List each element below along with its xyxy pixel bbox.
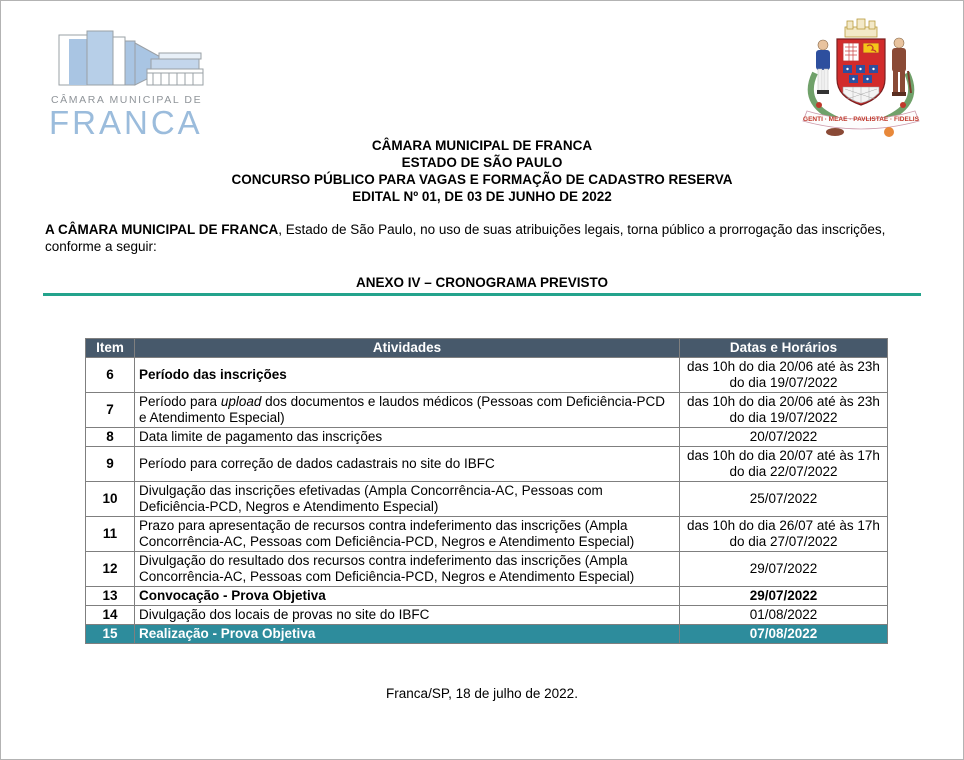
table-row [86,606,888,625]
activity-cell [135,587,680,606]
intro-bold-text: A CÂMARA MUNICIPAL DE FRANCA [45,222,279,237]
date-cell: 20/07/2022 [680,428,888,447]
table-row [86,482,888,517]
item-cell: 8 [86,428,135,447]
shield [837,39,885,105]
activity-cell [135,606,680,625]
schedule-table-body [86,358,888,644]
item-cell: 7 [86,393,135,428]
header-activities: Atividades [135,339,680,358]
activity-text: Divulgação dos locais de provas no site do IBFC [139,607,430,622]
date-cell: 29/07/2022 [680,587,888,606]
franca-coat-of-arms-icon [793,13,929,139]
schedule-table-header [86,339,888,358]
table-row [86,552,888,587]
table-row [86,447,888,482]
date-place-footer: Franca/SP, 18 de julho de 2022. [386,686,578,701]
header-line-edital: EDITAL Nº 01, DE 03 DE JUNHO DE 2022 [352,189,612,204]
building-logo-icon [47,29,212,87]
activity-text: Divulgação do resultado dos recursos contra indeferimento das inscrições (Ampla Concorrência-AC, Pessoas com Deficiência-PCD, Negros e Atendimento Especial) [139,553,635,584]
intro-rest-text: , Estado de São Paulo, no uso de suas atribuições legais, torna público a prorrogação das inscrições, conforme a seguir: [45,222,886,254]
activity-text: Período para correção de dados cadastrais no site do IBFC [139,456,495,471]
motto-text: GENTI · MEAE · PAVLISTAE · FIDELIS [803,116,919,123]
activity-cell [135,358,680,393]
ball-ornament [884,127,894,137]
logo-org-text: CÂMARA MUNICIPAL DE [51,94,203,106]
annex-title: ANEXO IV – CRONOGRAMA PREVISTO [355,275,609,290]
table-row [86,517,888,552]
activity-text: Divulgação das inscrições efetivadas (Ampla Concorrência-AC, Pessoas com Deficiência-PCD, Negros e Atendimento Especial) [139,483,603,514]
schedule-table [85,338,888,644]
activity-text: Período das inscrições [139,367,287,382]
header-line-contest: CONCURSO PÚBLICO PARA VAGAS E FORMAÇÃO DE CADASTRO RESERVA [231,172,733,187]
item-cell: 9 [86,447,135,482]
table-row [86,587,888,606]
header-line-state: ESTADO DE SÃO PAULO [401,155,563,170]
coat-of-arms-graphic [793,13,929,139]
intro-paragraph [45,221,919,255]
activity-cell [135,393,680,428]
header-dates: Datas e Horários [680,339,888,358]
activity-text: dos documentos e laudos médicos (Pessoas com Deficiência-PCD e Atendimento Especial) [139,394,666,425]
header-row [86,339,888,358]
motto-ribbon [803,111,920,129]
teal-divider [43,293,921,296]
activity-cell [135,482,680,517]
activity-cell [135,552,680,587]
date-cell: das 10h do dia 26/07 até às 17h do dia 27/07/2022 [680,517,888,552]
item-cell: 13 [86,587,135,606]
date-cell: 25/07/2022 [680,482,888,517]
table-row [86,393,888,428]
logo-city-text: FRANCA [49,104,203,141]
item-cell: 11 [86,517,135,552]
table-row [86,358,888,393]
activity-cell [135,517,680,552]
activity-text: Prazo para apresentação de recursos contra indeferimento das inscrições (Ampla Concorrência-AC, Pessoas com Deficiência-PCD, Negros e Atendimento Especial) [139,518,635,549]
item-cell: 10 [86,482,135,517]
item-cell: 12 [86,552,135,587]
camara-franca-logo [47,29,237,140]
header-item: Item [86,339,135,358]
table-row [86,428,888,447]
item-cell: 6 [86,358,135,393]
activity-text: upload [220,394,262,409]
date-cell: 01/08/2022 [680,606,888,625]
item-cell: 15 [86,625,135,644]
table-row-highlighted [86,625,888,644]
activity-text: Convocação - Prova Objetiva [139,588,326,603]
header-line-org: CÂMARA MUNICIPAL DE FRANCA [371,138,593,153]
activity-cell [135,428,680,447]
left-figure [816,40,830,94]
activity-text: Período para [139,394,221,409]
date-cell: das 10h do dia 20/06 até às 23h do dia 19/07/2022 [680,358,888,393]
document-header [1,137,963,205]
activity-text: Realização - Prova Objetiva [139,626,316,641]
date-cell: 29/07/2022 [680,552,888,587]
mural-crown [845,19,877,37]
date-cell: das 10h do dia 20/07 até às 17h do dia 22/07/2022 [680,447,888,482]
activity-cell [135,625,680,644]
activity-text: Data limite de pagamento das inscrições [139,429,383,444]
shoe-ornament [826,128,844,136]
date-cell: 07/08/2022 [680,625,888,644]
activity-cell [135,447,680,482]
date-cell: das 10h do dia 20/06 até às 23h do dia 19/07/2022 [680,393,888,428]
item-cell: 14 [86,606,135,625]
